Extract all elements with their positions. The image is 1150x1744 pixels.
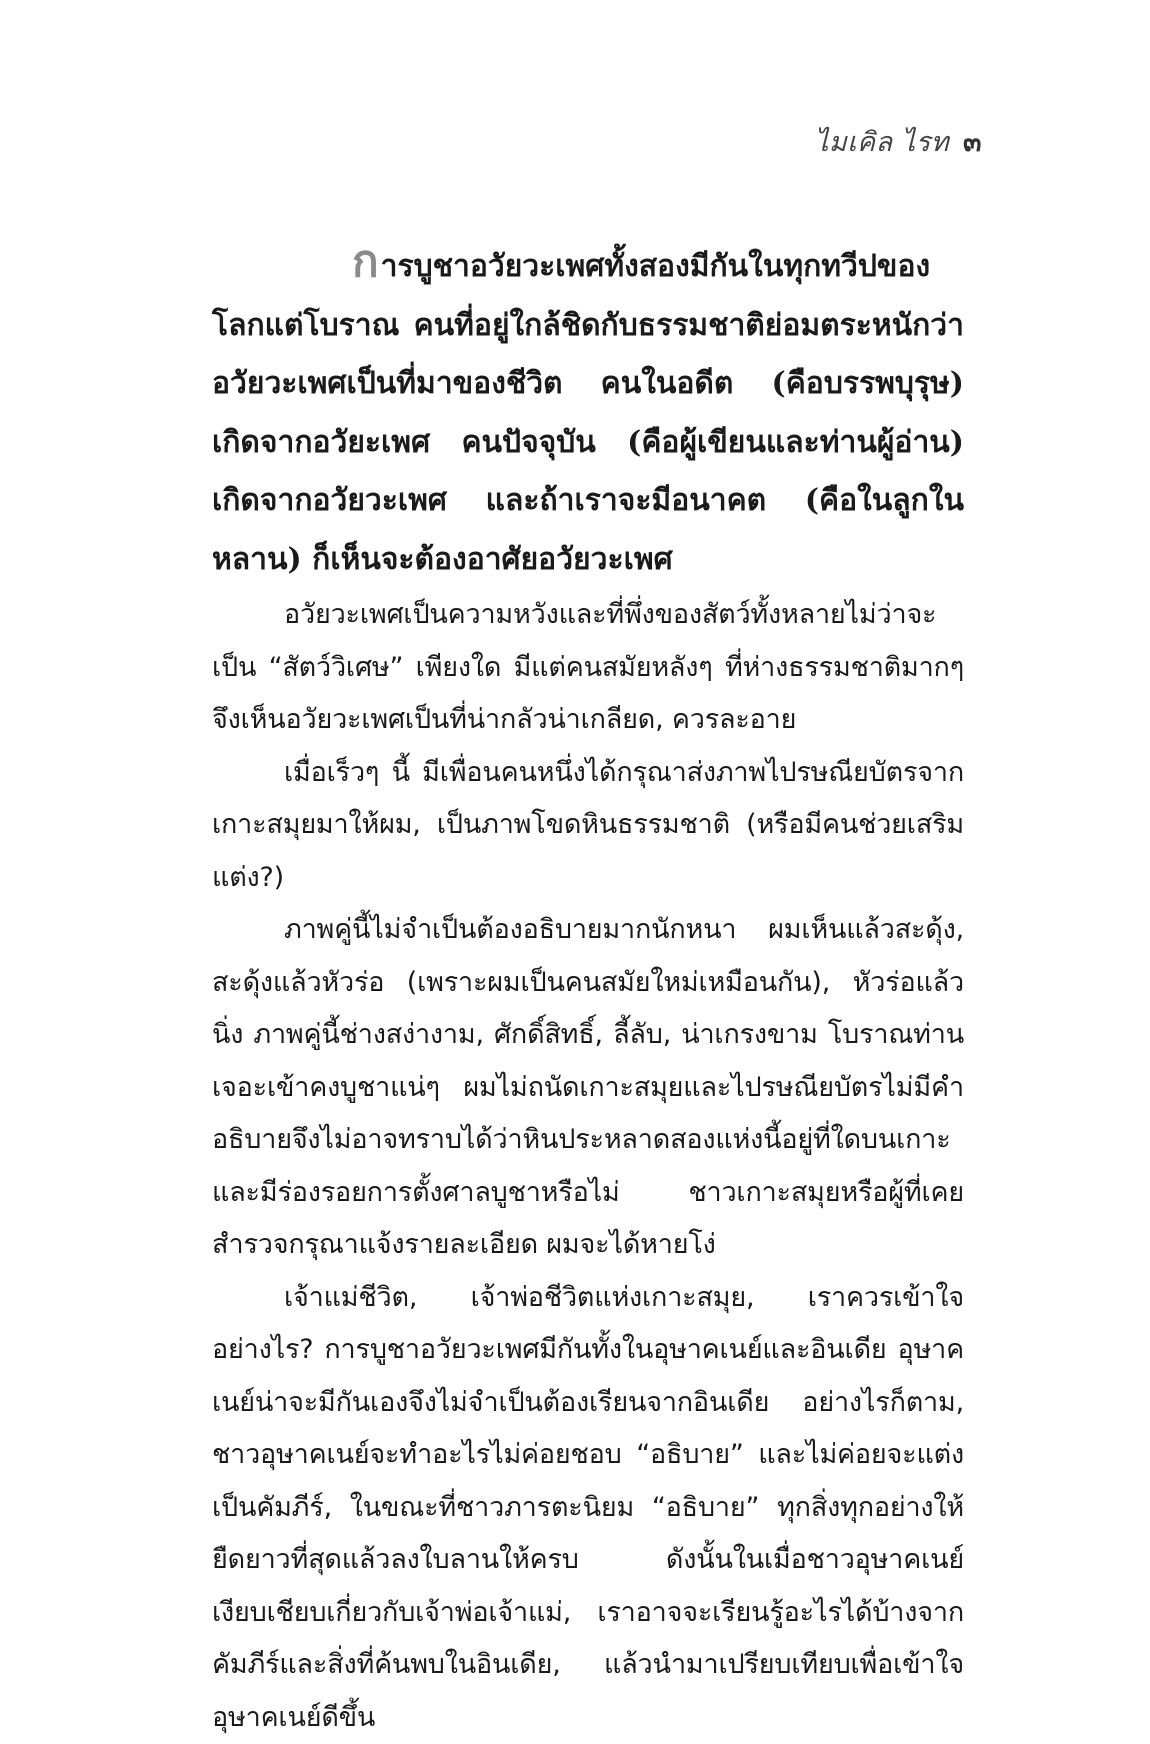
paragraph: ภาพคู่นี้ไม่จำเป็นต้องอธิบายมากนักหนา ผมเห็นแล้วสะดุ้ง, สะดุ้งแล้วหัวร่อ (เพราะผมเป็นคนสมัยใหม่เหมือนกัน), หัวร่อแล้วนิ่ง ภาพคู่นี้ช่างสง่างาม, ศักดิ์สิทธิ์, ลี้ลับ, น่าเกรงขาม โบราณท่านเจอะเข้าคงบูชาแน่ๆ ผมไม่ถนัดเกาะสมุยและไปรษณียบัตรไม่มีคำอธิบายจึงไม่อาจทราบได้ว่าหินประหลาดสองแห่งนี้อยู่ที่ใดบนเกาะ และมีร่องรอยการตั้งศาลบูชาหรือไม่ ชาวเกาะสมุยหรือผู้ที่เคยสำรวจกรุณาแจ้งรายละเอียด ผมจะได้หายโง่ [212,904,964,1272]
page-number: ๓ [963,127,982,158]
paragraph: เจ้าแม่ชีวิต, เจ้าพ่อชีวิตแห่งเกาะสมุย, เราควรเข้าใจอย่างไร? การบูชาอวัยวะเพศมีกันทั้งในอุษาคเนย์และอินเดีย อุษาคเนย์น่าจะมีกันเองจึงไม่จำเป็นต้องเรียนจากอินเดีย อย่างไรก็ตาม, ชาวอุษาคเนย์จะทำอะไรไม่ค่อยชอบ “อธิบาย” และไม่ค่อยจะแต่งเป็นคัมภีร์, ในขณะที่ชาวภารตะนิยม “อธิบาย” ทุกสิ่งทุกอย่างให้ยืดยาวที่สุดแล้วลงใบลานให้ครบ ดังนั้นในเมื่อชาวอุษาคเนย์เงียบเชียบเกี่ยวกับเจ้าพ่อเจ้าแม่, เราอาจจะเรียนรู้อะไรได้บ้างจากคัมภีร์และสิ่งที่ค้นพบในอินเดีย, แล้วนำมาเปรียบเทียบเพื่อเข้าใจอุษาคเนย์ดีขึ้น [212,1272,964,1744]
body-text [212,238,964,1744]
opening-text: ารบูชาอวัยวะเพศทั้งสองมีกันในทุกทวีปของโลกแต่โบราณ คนที่อยู่ใกล้ชิดกับธรรมชาติย่อมตระหนักว่าอวัยวะเพศเป็นที่มาของชีวิต คนในอดีต (คือบรรพบุรุษ) เกิดจากอวัยะเพศ คนปัจจุบัน (คือผู้เขียนและท่านผู้อ่าน) เกิดจากอวัยวะเพศ และถ้าเราจะมีอนาคต (คือในลูกในหลาน) ก็เห็นจะต้องอาศัยอวัยวะเพศ [212,249,964,577]
paragraph: อวัยวะเพศเป็นความหวังและที่พึ่งของสัตว์ทั้งหลายไม่ว่าจะเป็น “สัตว์วิเศษ” เพียงใด มีแต่คนสมัยหลังๆ ที่ห่างธรรมชาติมากๆ จึงเห็นอวัยวะเพศเป็นที่น่ากลัวน่าเกลียด, ควรละอาย [212,589,964,747]
running-title: ไมเคิล ไรท [815,127,949,158]
opening-paragraph [212,238,964,589]
paragraph: เมื่อเร็วๆ นี้ มีเพื่อนคนหนึ่งได้กรุณาส่งภาพไปรษณียบัตรจากเกาะสมุยมาให้ผม, เป็นภาพโขดหินธรรมชาติ (หรือมีคนช่วยเสริมแต่ง?) [212,747,964,905]
running-header [815,120,982,163]
drop-cap: ก [282,240,379,284]
